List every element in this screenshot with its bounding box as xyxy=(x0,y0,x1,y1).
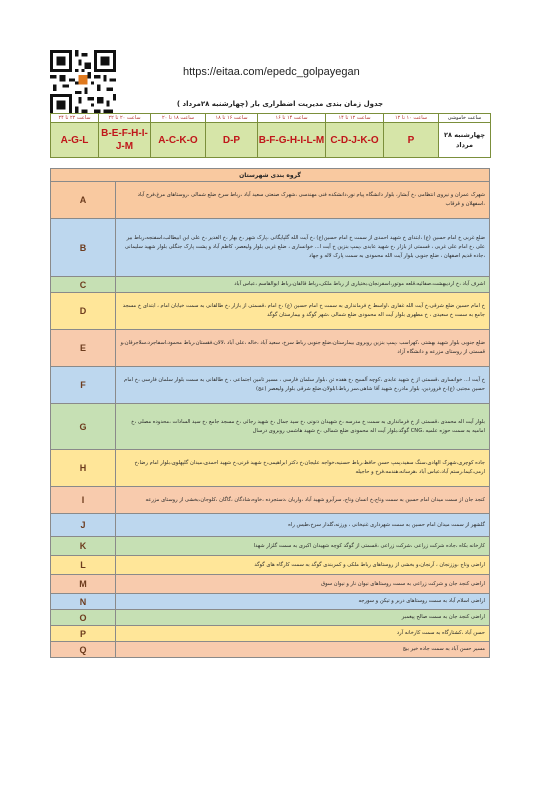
group-areas: بلوار آیت اله محمدی ،قسمتی از خ فرمانداری به سمت خ مدرسه ،خ شهیدان ذنونی ،خ سید جمال ،خ شهید رجائی ،خ مسجد جامع ،خ سید السادات ،محدوده مصلی ،خ امامیه به سمت حوزه علمیه ،CNG گوگد،بلوار آیت اله محمودی ضلع شمالی ،خ شهید هاشمی روبروی درسال xyxy=(116,404,490,450)
slot-groups: P xyxy=(384,123,439,158)
group-areas: اراضی کنجد جان و شرکت زراعی به سمت روستاهای نیوان نار و نیوان سوق xyxy=(116,575,490,594)
slot-groups: A-C-K-O xyxy=(151,123,206,158)
group-areas: اشرف آباد ،خ اردیبهشت،صفائیه،قلعه موتور،اسفرنجان،بختیاری از رباط ملکی،رباط قالقان،رباط ابوالقاسم ،عباس آباد xyxy=(116,277,490,293)
city-groups-table xyxy=(50,168,490,658)
slot-groups: C-D-J-K-O xyxy=(326,123,384,158)
group-areas: ضلع جنوبی بلوار شهید بهشتی ،کهراسب ،پمپ بنزین روبروی بیمارستان،ضلع جنوبی رباط سرخ، سعید آباد ،خاله ،علی آباد ،لالان،فقستان،رباط محمود،اسفاجرد،سلاجرقان،و قسمتی از روستای مزرعه و دانشگاه آزاد xyxy=(116,330,490,367)
group-areas: حسن آباد ،کشتارگاه به سمت کارخانه آرد xyxy=(116,626,490,642)
group-row xyxy=(51,537,490,556)
slot-groups: B-E-F-H-I-J-M xyxy=(99,123,151,158)
groups-header-row xyxy=(51,169,490,182)
schedule-hours-row xyxy=(51,114,491,123)
group-letter: E xyxy=(51,330,116,367)
group-letter: O xyxy=(51,610,116,626)
group-letter: B xyxy=(51,219,116,277)
group-areas: کارخانه بکاه ،جاده شرکت زراعی ،شرکت زراعی ،قسمتی از گوگد کوچه شهیدان اکبری به سمت گلزار شهدا xyxy=(116,537,490,556)
group-letter: C xyxy=(51,277,116,293)
outage-schedule-table xyxy=(50,113,491,158)
slot-groups: A-G-L xyxy=(51,123,99,158)
group-areas: اراضی اسلام آباد به سمت روستاهای دربر و تیکن و سورجه xyxy=(116,594,490,610)
group-row xyxy=(51,610,490,626)
group-row xyxy=(51,367,490,404)
slot-hours: ساعت ۲۰ تا ۲۲ xyxy=(99,114,151,123)
group-letter: G xyxy=(51,404,116,450)
slot-hours: ساعت ۲۲ تا ۲۴ xyxy=(51,114,99,123)
group-row xyxy=(51,642,490,658)
group-areas: کنجد جان از سمت میدان امام حسین به سمت وناج،خ انسان وناج، سرآبرو شهید آباد ،واریان ،دستجرده ،خاوه،شادگان ،گاگان ،کلوجان،بخشی از روستای مزرعه xyxy=(116,487,490,514)
group-areas: گلشهر از سمت میدان امام حسین به سمت شهرداری غنیخانی ، ورزنه،گلدار سرخ،طبس راه xyxy=(116,514,490,537)
group-row xyxy=(51,219,490,277)
group-letter: L xyxy=(51,556,116,575)
slot-groups: D-P xyxy=(206,123,258,158)
group-row xyxy=(51,556,490,575)
group-letter: Q xyxy=(51,642,116,658)
schedule-groups-row xyxy=(51,123,491,158)
schedule-day-label: چهارشنبه ۲۸ مرداد xyxy=(439,123,491,158)
groups-header: گروه بندی شهرستان xyxy=(51,169,490,182)
channel-link[interactable]: https://eitaa.com/epedc_golpayegan xyxy=(183,66,360,78)
slot-hours: ساعت ۱۰ تا ۱۲ xyxy=(384,114,439,123)
group-areas: ضلع غربی خ امام حسین (ع) ،ابتدای خ شهید احمدی از سمت خ امام حسین(ع) ،خ آیت الله گلپایگانی ،پارک شهر ،خ بهار ،خ الغدیر ،خ علی ابن ابیطالب،اسفنجه،رباط بیر علی ،خ امام علی غربی ، قسمتی از بازار ،خ شهید عابدی ،پمپ بنزین خ آیت ا... خوانساری ، ضلع غربی بلوار ولیعصر، کاظم آباد و پشت پارک جنگلی بلوار شهید سلیمانی ،جاده قدیم اصفهان ، ضلع جنوبی بلوار آیت الله محمودی به سمت پارک لاله و جهاد xyxy=(116,219,490,277)
group-letter: H xyxy=(51,450,116,487)
group-row xyxy=(51,182,490,219)
slot-hours: ساعت ۱۶ تا ۱۸ xyxy=(206,114,258,123)
group-areas: اراضی وناج ،وززنجان ، آرنجان،و بخشی از روستاهای رباط ملکی و کمربندی گوگد به سمت کارگاه های گوگد xyxy=(116,556,490,575)
slot-hours: ساعت ۱۴ تا ۱۶ xyxy=(258,114,326,123)
group-row xyxy=(51,404,490,450)
group-letter: M xyxy=(51,575,116,594)
group-letter: P xyxy=(51,626,116,642)
slot-hours: ساعت ۱۲ تا ۱۴ xyxy=(326,114,384,123)
slot-groups: B-F-G-H-I-L-M xyxy=(258,123,326,158)
group-row xyxy=(51,594,490,610)
group-row xyxy=(51,277,490,293)
group-row xyxy=(51,626,490,642)
group-areas: خ آیت ا... خوانساری ،قسمتی از خ شهید عابدی ،کوچه آلسیح ،خ هفده تن ،بلوار سلمان فارسی ، مسیر تامین اجتماعی ، خ طالقانی به سمت بلوار سلمان فارسی ،خ امام حسین مجتبی (ع)،خ فروردین، بلوار مادر،خ شهید آقا شاهی،سر رباط،ابلولان،ضلع شرقی بلوار ولیعصر (عج) xyxy=(116,367,490,404)
schedule-day-header: ساعت خاموشی xyxy=(439,114,491,123)
group-row xyxy=(51,450,490,487)
group-letter: N xyxy=(51,594,116,610)
group-row xyxy=(51,575,490,594)
group-letter: A xyxy=(51,182,116,219)
group-areas: شهرک عمران و نیروی انتظامی ،خ آبشار، بلوار دانشگاه پیام نور،دانشکده فنی مهندسی ،شهرک صنعتی سعید آباد ،رباط سرخ ضلع شمالی ،روستاهای مرغ،فرج آباد ،اسفهلان و قرقاب xyxy=(116,182,490,219)
document-title: جدول زمان بندی مدیریت اضطراری بار (چهارشنبه ۲۸مرداد ) xyxy=(176,100,384,108)
group-areas: مسیر حسن آباد به سمت جاده خیر بیج xyxy=(116,642,490,658)
slot-hours: ساعت ۱۸ تا ۲۰ xyxy=(151,114,206,123)
group-letter: I xyxy=(51,487,116,514)
group-row xyxy=(51,330,490,367)
qr-code xyxy=(50,50,116,116)
group-letter: J xyxy=(51,514,116,537)
group-row xyxy=(51,293,490,330)
group-letter: K xyxy=(51,537,116,556)
group-row xyxy=(51,514,490,537)
group-areas: اراضی کنجد جان به سمت صالح پیغمبر xyxy=(116,610,490,626)
group-areas: خ امام حسین ضلع شرقی،خ آیت الله غفاری ،اواسط خ فرمانداری به سمت خ امام حسین (ع) ،خ امام ،قسمتی از بازار ،خ طالقانی به سمت خیابان امام ، ابتدای خ مسجد جامع به سمت خ سعیدی ، خ مطهری بلوار آیت اله محمودی ضلع شمالی ،شهر گوگد و بیمارستان گوگد xyxy=(116,293,490,330)
group-row xyxy=(51,487,490,514)
group-letter: F xyxy=(51,367,116,404)
group-letter: D xyxy=(51,293,116,330)
group-areas: جاده کوچری،شهرک الهادی،سنگ سفید،پمپ حسن حافظ،رباط حسنیه،خواجه علیجان،خ دکتر ابراهیمی،خ شهید قرنی،خ شهید احمدی،میدان گلپهلوی،بلوار امام رضا،خ ارمی،کیما،رستم آباد،عباس آباد ،هرسانه،هندمه،فرخ و حاجیله xyxy=(116,450,490,487)
